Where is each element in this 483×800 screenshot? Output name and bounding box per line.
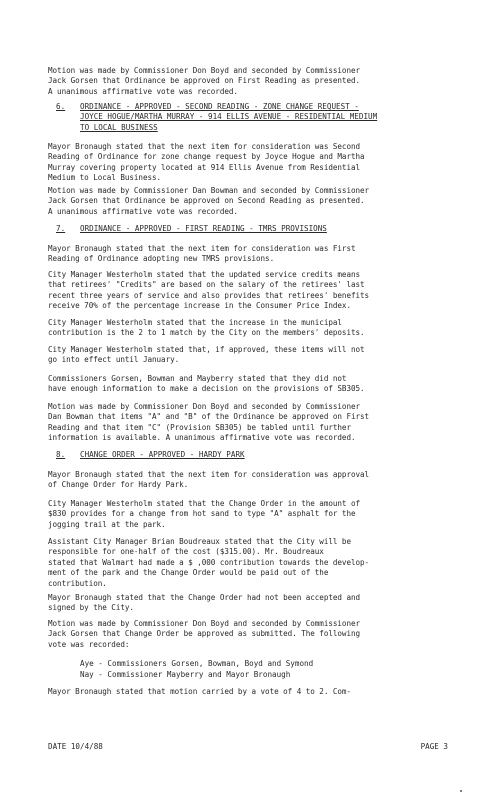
acceptance-statement: Mayor Bronaugh stated that the Change Order had not been accepted and signed by the City. (48, 593, 361, 613)
motion-paragraph-second-reading: Motion was made by Commissioner Dan Bowman and seconded by Commissioner Jack Gorsen that Ordinance be approved on Second Reading as presented. A unanimous affirmative vote was recorded. (48, 186, 370, 216)
change-order-statement: Mayor Bronaugh stated that the next item for consideration was approval of Change Order for Hardy Park. (48, 470, 370, 490)
motion-paragraph-change-order: Motion was made by Commissioner Don Boyd and seconded by Commissioner Jack Gorsen that Change Order be approved as submitted. The following vote was recorded: (48, 619, 361, 649)
item-title: CHANGE ORDER - APPROVED - HARDY PARK (80, 450, 245, 459)
item-title: ORDINANCE - APPROVED - SECOND READING - ZONE CHANGE REQUEST - JOYCE HOGUE/MARTHA MURRAY - 914 ELLIS AVENUE - RESIDENTIAL MEDIUM TO LOCAL BUSINESS (80, 102, 378, 132)
motion-paragraph-tabled: Motion was made by Commissioner Don Boyd and seconded by Commissioner Dan Bowman that items "A" and "B" of the Ordinance be approved on First Reading and that item "C" (Provision SB305) be tabled until further information is available. A unanimous affirmative vote was recorded. (48, 402, 370, 443)
scan-speck (460, 790, 462, 792)
agenda-item-6-heading (48, 102, 453, 134)
item-number: 7. (56, 224, 66, 233)
agenda-item-7-heading (48, 224, 453, 235)
vote-nay-line: Nay - Commissioner Mayberry and Mayor Bronaugh (80, 670, 291, 679)
commissioners-statement: Commissioners Gorsen, Bowman and Mayberry stated that they did not have enough information to make a decision on the provisions of SB305. (48, 374, 365, 394)
motion-carried-statement: Mayor Bronaugh stated that motion carried by a vote of 4 to 2. Com- (48, 687, 351, 696)
effective-date-statement: City Manager Westerholm stated that, if approved, these items will not go into effect until January. (48, 345, 365, 365)
service-credits-statement: City Manager Westerholm stated that the updated service credits means that retirees' "Credits" are based on the salary of the retirees' last recent three years of service and also provides that retirees' benefits receive 70% of the percentage increase in the Consumer Price Index. (48, 270, 370, 311)
boudreaux-statement: Assistant City Manager Brian Boudreaux stated that the City will be responsible for one-half of the cost ($315.00). Mr. Boudreaux stated that Walmart had made a $ ,000 contribution towards the develop- ment of the park and the Change Order would be paid out of the contribution. (48, 537, 370, 588)
zone-change-statement: Mayor Bronaugh stated that the next item for consideration was Second Reading of Ordinance for zone change request by Joyce Hogue and Martha Murray covering property located at 914 Ellis Avenue from Residential Medium to Local Business. (48, 142, 365, 183)
footer-page-number: PAGE 3 (420, 742, 448, 751)
agenda-item-8-heading (48, 450, 453, 461)
tmrs-statement: Mayor Bronaugh stated that the next item for consideration was First Reading of Ordinance adopting new TMRS provisions. (48, 244, 356, 264)
item-title: ORDINANCE - APPROVED - FIRST READING - TMRS PROVISIONS (80, 224, 327, 233)
item-number: 8. (56, 450, 66, 459)
item-number: 6. (56, 102, 66, 111)
change-order-amount-statement: City Manager Westerholm stated that the Change Order in the amount of $830 provides for a change from hot sand to type "A" asphalt for the jogging trail at the park. (48, 499, 361, 529)
vote-aye-line: Aye - Commissioners Gorsen, Bowman, Boyd and Symond (80, 659, 314, 668)
footer-date: DATE 10/4/88 (48, 742, 103, 751)
motion-paragraph-first-reading: Motion was made by Commissioner Don Boyd and seconded by Commissioner Jack Gorsen that Ordinance be approved on First Reading as presented. A unanimous affirmative vote was recorded. (48, 66, 361, 96)
municipal-contribution-statement: City Manager Westerholm stated that the increase in the municipal contribution is the 2 to 1 match by the City on the members' deposits. (48, 318, 365, 338)
